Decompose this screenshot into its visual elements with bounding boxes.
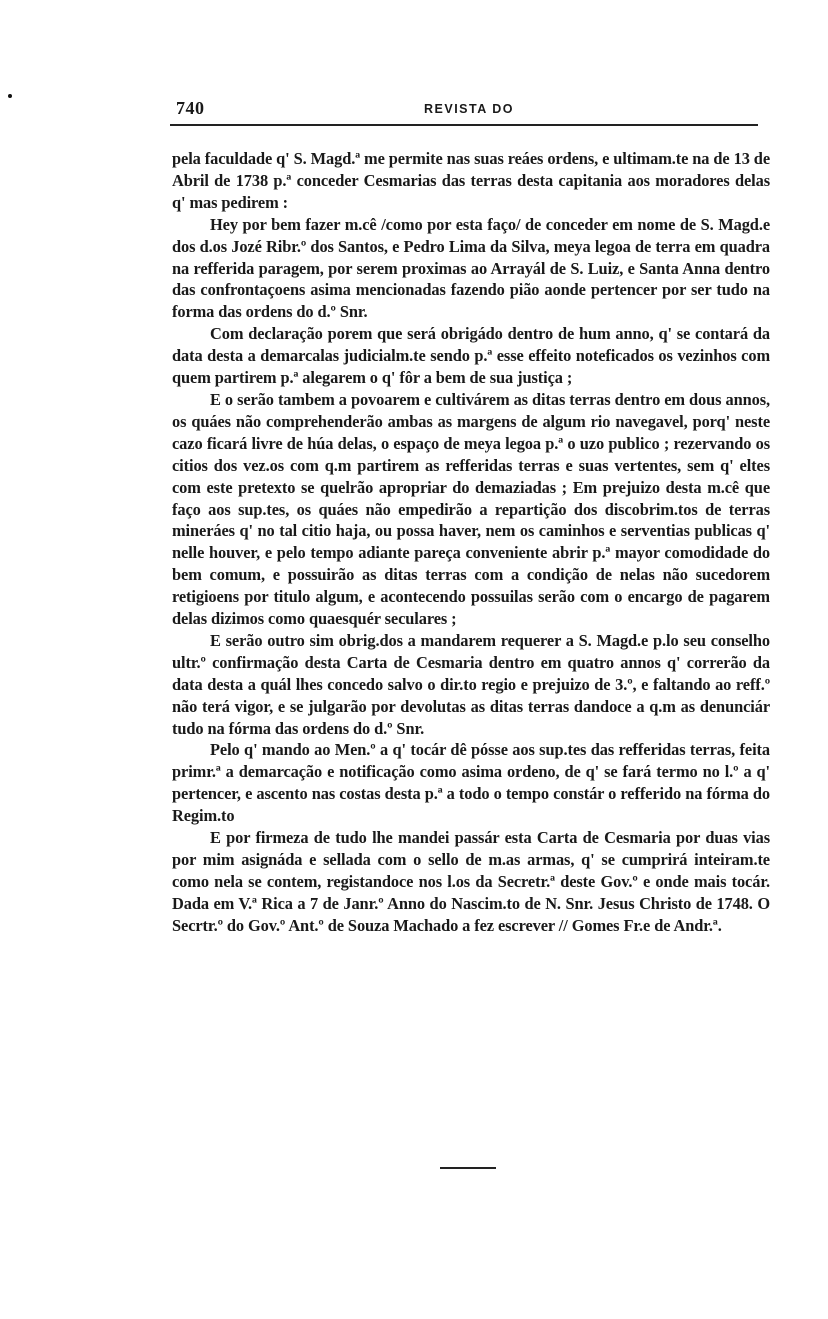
running-title: REVISTA DO xyxy=(424,102,515,116)
page-number: 740 xyxy=(176,98,205,118)
header-rule xyxy=(170,124,758,126)
end-rule xyxy=(440,1167,496,1169)
paragraph: E o serão tambem a povoarem e cultivárem as ditas terras dentro em dous annos, os quáes não comprehenderão ambas as margens de algum rio navegavel, porq' neste cazo ficará livre de húa delas, o espaço de meya legoa p.ª o uzo publico ; rezervando os citios dos vez.os com q.m partirem as refferidas terras e suas vertentes, sem q' eltes com este pretexto se quelrão apropriar do demaziadas ; Em prejuizo desta m.cê que faço aos sup.tes, os quáes não empedirão a repartição dos discobrim.tos de terras mineráes q' no tal citio haja, ou possa haver, nem os caminhos e serventias publicas q' nelle houver, e pelo tempo adiante pareça conveniente abrir p.ª mayor comodidade do bem comum, e possuirão as ditas terras com a condição de nelas não sucedorem retigioens por titulo algum, e acontecendo possuilas serão com o encargo de pagarem delas dizimos como quaesquér seculares ; xyxy=(172,389,770,629)
paragraph: E serão outro sim obrig.dos a mandarem requerer a S. Magd.e p.lo seu conselho ultr.º confirmação desta Carta de Cesmaria dentro em quatro annos q' correrão da data desta a quál lhes concedo salvo o dir.to regio e prejuizo de 3.º, e faltando ao reff.º não terá vigor, e se julgarão por devolutas as ditas terras dandoce a q.m as denunciár tudo na fórma das ordens do d.º Snr. xyxy=(172,630,770,738)
page-header xyxy=(170,92,758,126)
paragraph: Pelo q' mando ao Men.º a q' tocár dê pósse aos sup.tes das refferidas terras, feita primr.ª a demarcação e notificação como asima ordeno, de q' se fará termo no l.º a q' pertencer, e ascento nas costas desta p.ª a todo o tempo constár o refferido na fórma do Regim.to xyxy=(172,740,770,826)
paragraph: Hey por bem fazer m.cê /como por esta faço/ de conceder em nome de S. Magd.e dos d.os Jozé Ribr.º dos Santos, e Pedro Lima da Silva, meya legoa de terra em quadra na refferida paragem, por serem proximas ao Arrayál de S. Luiz, e Santa Anna dentro das confrontaçoens asima mencionadas fazendo pião aonde pertencer por ser tudo na forma das ordens do d.º Snr. xyxy=(172,214,770,322)
scan-speck xyxy=(8,94,12,98)
paragraph: E por firmeza de tudo lhe mandei passár esta Carta de Cesmaria por duas vias por mim asignáda e sellada com o sello de m.as armas, q' se cumprirá inteiram.te como nela se contem, registandoce nos l.os da Secretr.ª deste Gov.º e onde mais tocár. Dada em V.ª Rica a 7 de Janr.º Anno do Nascim.to de N. Snr. Jesus Christo de 1748. O Secrtr.º do Gov.º Ant.º de Souza Machado a fez escrever // Gomes Fr.e de Andr.ª. xyxy=(172,828,770,935)
paragraph: Com declaração porem que será obrigádo dentro de hum anno, q' se contará da data desta a demarcalas judicialm.te sendo p.ª esse effeito noteficados os vezinhos com quem partirem p.ª alegarem o q' fôr a bem de sua justiça ; xyxy=(172,324,770,388)
document-body xyxy=(172,148,770,937)
paragraph: pela faculdade q' S. Magd.ª me permite nas suas reáes ordens, e ultimam.te na de 13 de Abril de 1738 p.ª conceder Cesmarias das terras desta capitania aos moradores delas q' mas pedirem : xyxy=(172,149,770,212)
